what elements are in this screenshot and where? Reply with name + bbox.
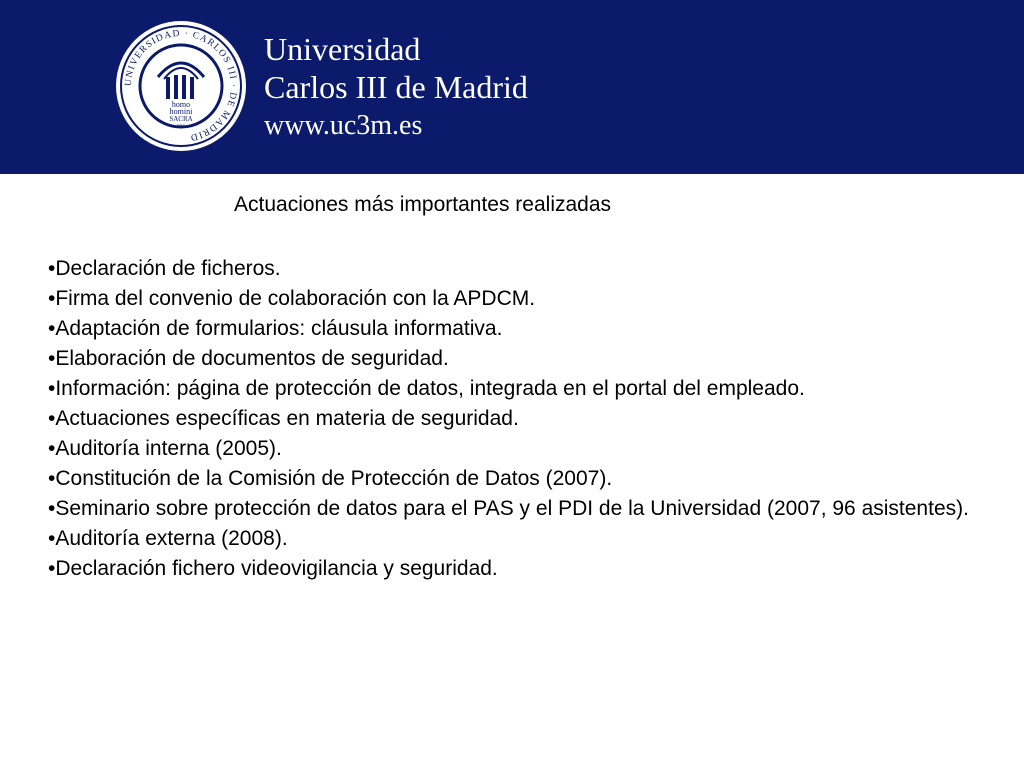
seal-ring-text: UNIVERSIDAD · CARLOS III · DE MADRID [123, 28, 239, 143]
university-name-line1: Universidad [264, 31, 421, 67]
university-brand [264, 30, 528, 144]
seal-motto-line1: homo [171, 100, 191, 109]
university-name-line2: Carlos III de Madrid [264, 69, 528, 105]
university-website: www.uc3m.es [264, 110, 423, 141]
bullet-item: •Seminario sobre protección de datos para el PAS y el PDI de la Universidad (2007, 96 asistentes). [48, 497, 969, 520]
bullet-item: •Declaración fichero videovigilancia y seguridad. [48, 557, 498, 580]
bullet-item: •Actuaciones específicas en materia de seguridad. [48, 407, 519, 430]
seal-motto-line4: res [176, 122, 186, 130]
bullet-list [48, 254, 988, 584]
slide-title: Actuaciones más importantes realizadas [234, 193, 612, 216]
bullet-item: •Auditoría externa (2008). [48, 527, 288, 550]
bullet-item: •Adaptación de formularios: cláusula informativa. [48, 317, 503, 340]
bullet-item: •Firma del convenio de colaboración con la APDCM. [48, 287, 536, 310]
bullet-item: •Constitución de la Comisión de Protección de Datos (2007). [48, 467, 613, 490]
seal-motto-line2: homini [169, 107, 193, 116]
bullet-item: •Elaboración de documentos de seguridad. [48, 347, 449, 370]
bullet-item: •Información: página de protección de datos, integrada en el portal del empleado. [48, 377, 805, 400]
bullet-item: •Auditoría interna (2005). [48, 437, 282, 460]
university-seal-icon [114, 19, 248, 153]
seal-motto-line3: SACRA [169, 115, 193, 123]
header-banner [0, 0, 1024, 174]
bullet-item: •Declaración de ficheros. [48, 257, 281, 280]
